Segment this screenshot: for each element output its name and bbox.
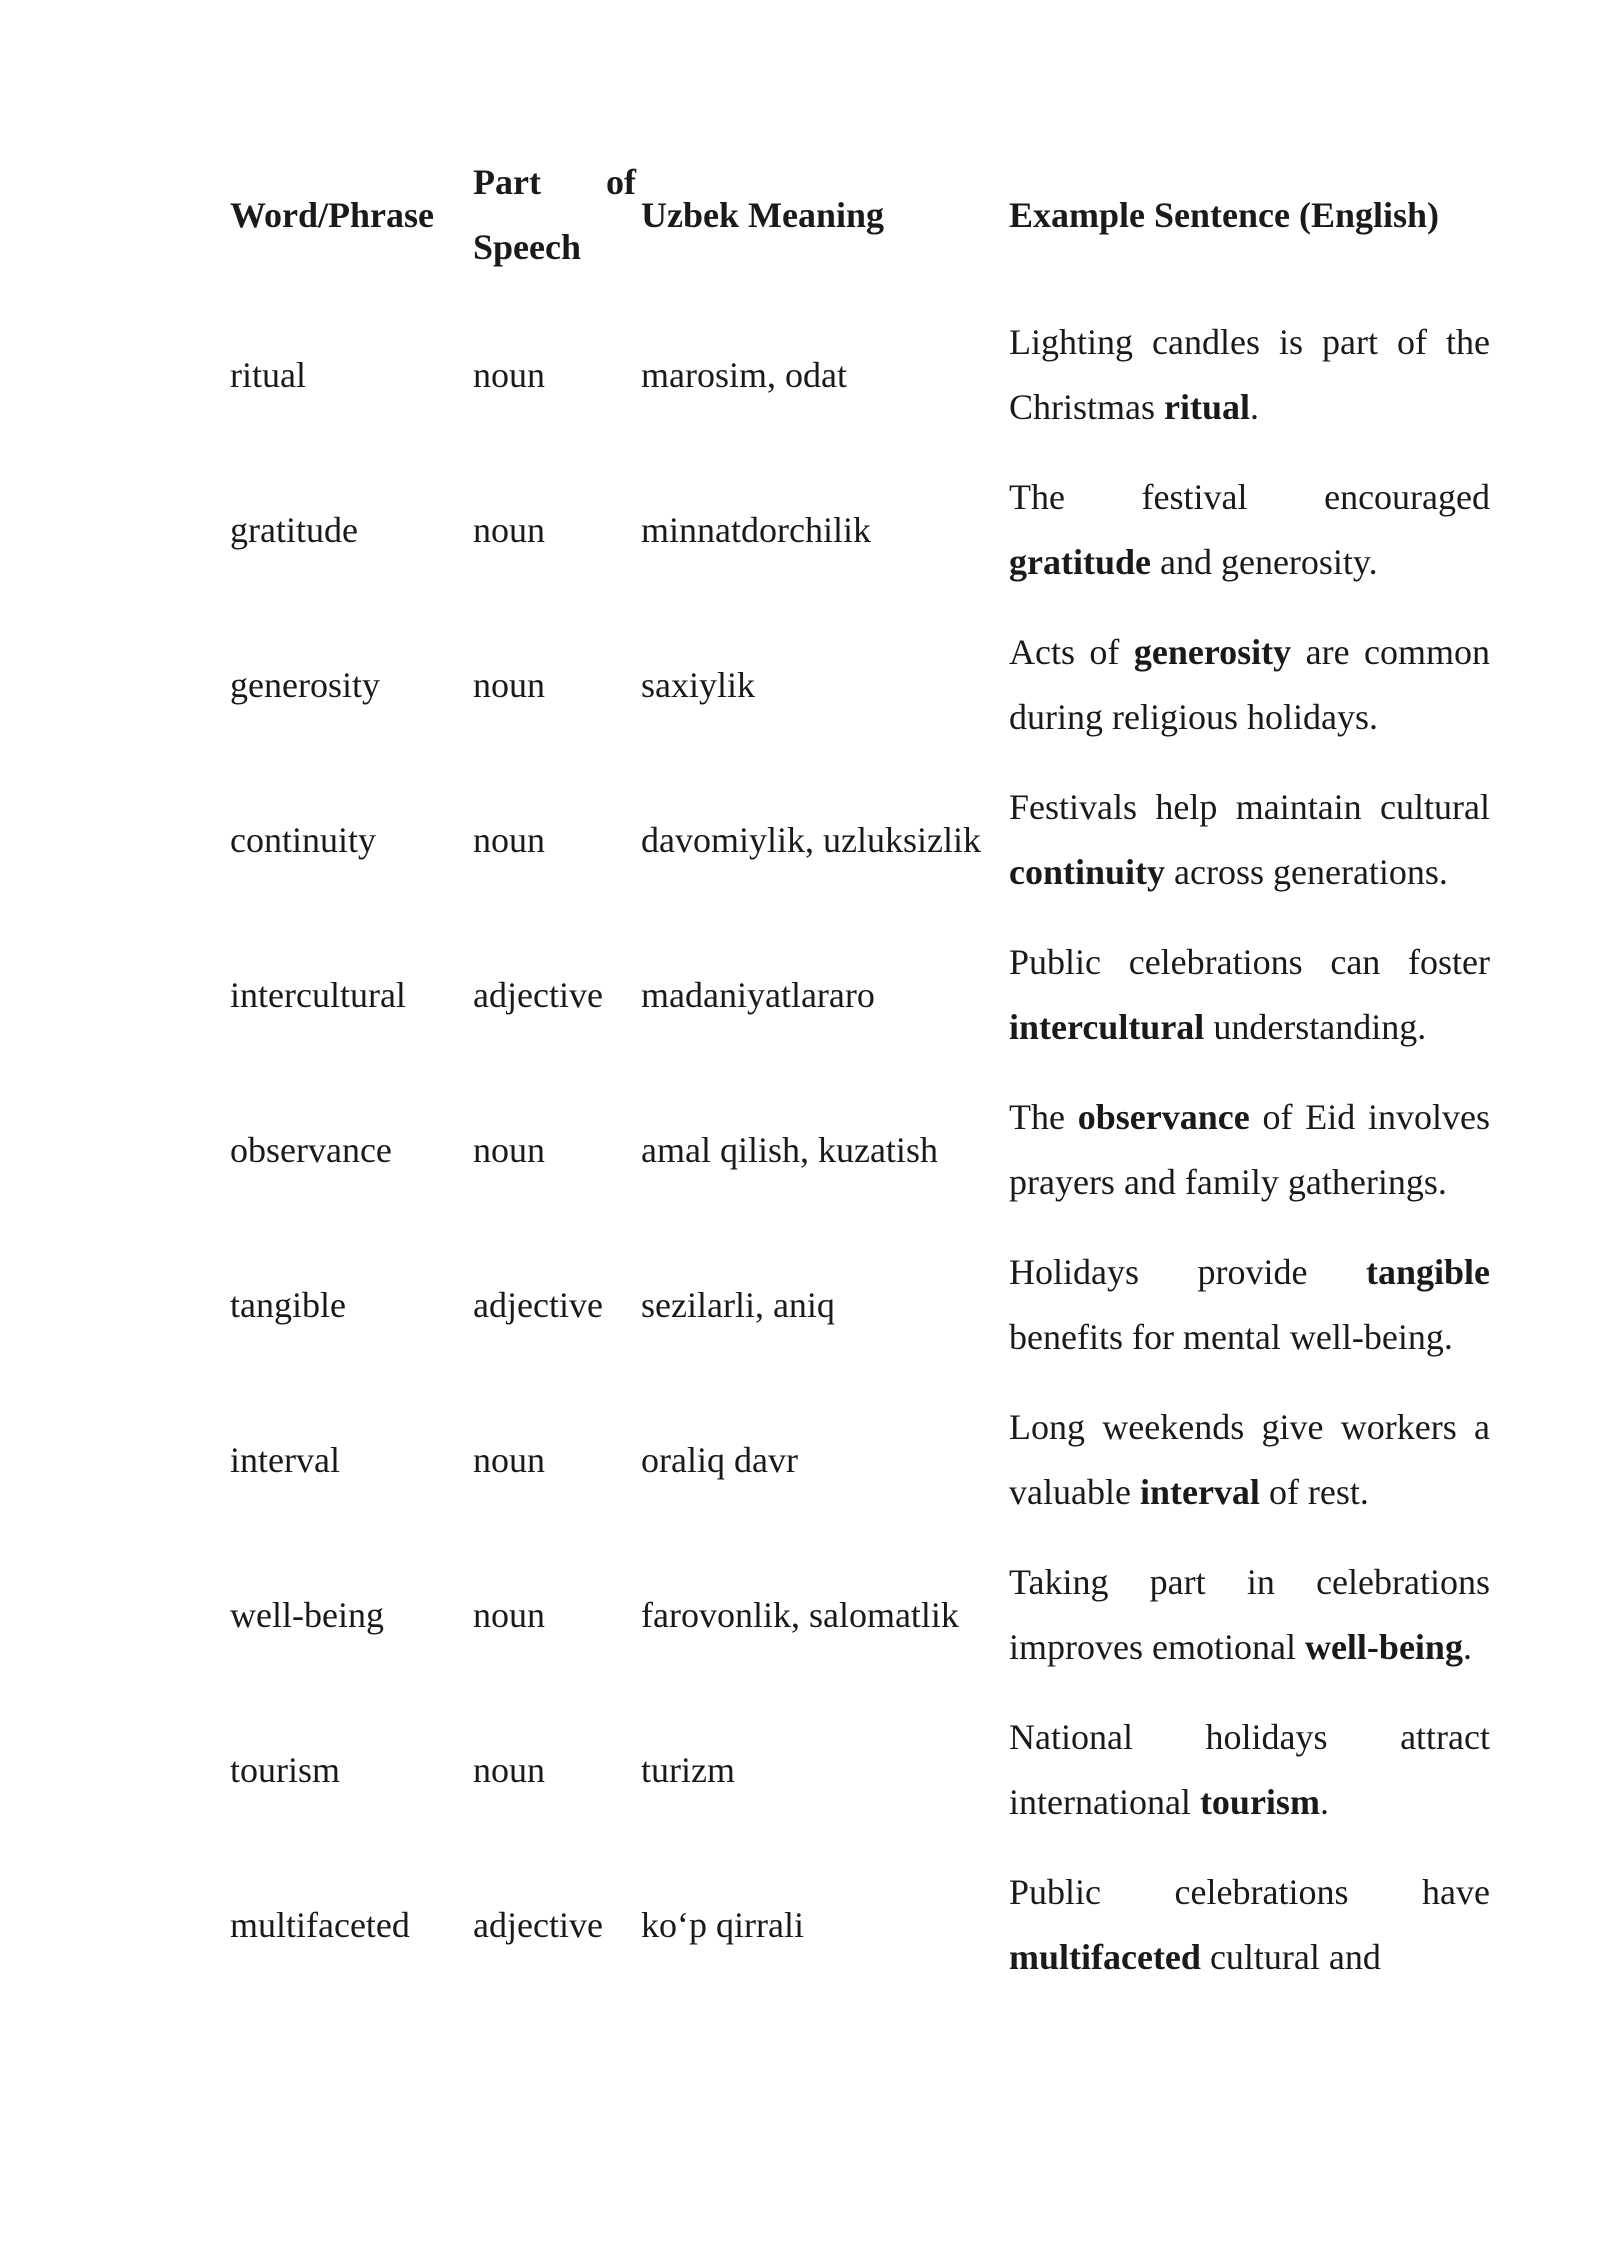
example-text-after: . (1462, 1627, 1472, 1667)
part-of-speech-cell: noun (473, 1439, 545, 1480)
example-highlighted-word: tangible (1365, 1252, 1490, 1292)
example-sentence-cell (1009, 1695, 1490, 1850)
uzbek-meaning-cell: amal qilish, kuzatish (641, 1129, 938, 1170)
example-highlighted-word: well-being (1304, 1627, 1463, 1667)
part-of-speech-cell: adjective (473, 1284, 603, 1325)
example-sentence-cell (1009, 1075, 1490, 1230)
header-uzbek-meaning: Uzbek Meaning (641, 194, 884, 235)
uzbek-meaning-cell: sezilarli, aniq (641, 1284, 835, 1325)
word-cell: multifaceted (230, 1904, 410, 1945)
example-sentence-cell (1009, 1230, 1490, 1385)
example-sentence-cell (1009, 920, 1490, 1075)
table-row (230, 1540, 1490, 1695)
example-sentence-text (1009, 1085, 1490, 1215)
header-part-of-speech-speech: Speech (473, 227, 581, 267)
example-sentence-text (1009, 1705, 1490, 1835)
part-of-speech-cell: noun (473, 1594, 545, 1635)
example-text-after: of Eid involves prayers and family gatherings. (1009, 1097, 1490, 1202)
example-text-before: Taking part in celebrations improves emotional (1009, 1562, 1490, 1667)
table-row (230, 920, 1490, 1075)
header-part-of-speech-of: of (606, 162, 636, 202)
example-text-before: Public celebrations have (1009, 1872, 1490, 1912)
example-sentence-text (1009, 465, 1490, 595)
example-text-before: The festival encouraged (1009, 477, 1490, 517)
example-sentence-cell (1009, 1385, 1490, 1540)
example-highlighted-word: generosity (1133, 632, 1292, 672)
example-sentence-text (1009, 930, 1490, 1060)
example-text-before: Long weekends give workers a valuable (1009, 1407, 1490, 1512)
example-sentence-text (1009, 1550, 1490, 1680)
example-text-before: National holidays attract international (1009, 1717, 1490, 1822)
example-highlighted-word: observance (1077, 1097, 1250, 1137)
table-row (230, 1385, 1490, 1540)
header-row (230, 150, 1490, 300)
table-row (230, 610, 1490, 765)
example-text-before: Public celebrations can foster (1009, 942, 1490, 982)
example-sentence-cell (1009, 455, 1490, 610)
document-page (230, 150, 1490, 1990)
header-example-sentence: Example Sentence (English) (1009, 194, 1440, 235)
example-text-before: Festivals help maintain cultural (1009, 787, 1490, 827)
example-highlighted-word: ritual (1164, 387, 1251, 427)
example-text-after: benefits for mental well-being. (1009, 1317, 1453, 1357)
uzbek-meaning-cell: saxiylik (641, 664, 755, 705)
example-highlighted-word: intercultural (1009, 1007, 1205, 1047)
part-of-speech-cell: adjective (473, 974, 603, 1015)
part-of-speech-cell: noun (473, 509, 545, 550)
table-row (230, 765, 1490, 920)
example-sentence-text (1009, 775, 1490, 905)
part-of-speech-cell: noun (473, 1129, 545, 1170)
part-of-speech-cell: noun (473, 819, 545, 860)
example-text-after: . (1250, 387, 1260, 427)
example-text-before: Holidays provide (1009, 1252, 1366, 1292)
example-highlighted-word: gratitude (1009, 542, 1151, 582)
header-part-of-speech-part: Part (473, 162, 541, 202)
example-highlighted-word: multifaceted (1009, 1937, 1201, 1977)
example-sentence-text (1009, 1240, 1490, 1370)
word-cell: ritual (230, 354, 306, 395)
uzbek-meaning-cell: ko‘p qirrali (641, 1904, 804, 1945)
example-sentence-cell (1009, 300, 1490, 455)
example-sentence-text (1009, 1860, 1490, 1990)
example-text-before: The (1009, 1097, 1078, 1137)
word-cell: generosity (230, 664, 380, 705)
example-sentence-cell (1009, 765, 1490, 920)
table-row (230, 1850, 1490, 1990)
part-of-speech-cell: noun (473, 1749, 545, 1790)
example-sentence-cell (1009, 1850, 1490, 1990)
example-text-before: Acts of (1009, 632, 1134, 672)
uzbek-meaning-cell: turizm (641, 1749, 735, 1790)
example-highlighted-word: tourism (1199, 1782, 1320, 1822)
example-sentence-text (1009, 1395, 1490, 1525)
header-part-of-speech (473, 150, 641, 300)
table-row (230, 455, 1490, 610)
example-sentence-text (1009, 620, 1490, 750)
example-sentence-cell (1009, 610, 1490, 765)
word-cell: tourism (230, 1749, 341, 1790)
example-text-after: across generations. (1165, 852, 1448, 892)
example-sentence-text (1009, 310, 1490, 440)
part-of-speech-cell: noun (473, 664, 545, 705)
example-text-after: . (1319, 1782, 1329, 1822)
table-row (230, 1695, 1490, 1850)
uzbek-meaning-cell: farovonlik, salomatlik (641, 1594, 959, 1635)
uzbek-meaning-cell: minnatdorchilik (641, 509, 871, 550)
word-cell: tangible (230, 1284, 346, 1325)
table-header (230, 150, 1490, 300)
uzbek-meaning-cell: madaniyatlararo (641, 974, 875, 1015)
example-text-after: are common during religious holidays. (1009, 632, 1490, 737)
table-row (230, 1230, 1490, 1385)
word-cell: gratitude (230, 509, 358, 550)
uzbek-meaning-cell: oraliq davr (641, 1439, 798, 1480)
table-row (230, 1075, 1490, 1230)
example-text-after: understanding. (1204, 1007, 1427, 1047)
vocabulary-table (230, 150, 1490, 1990)
word-cell: continuity (230, 819, 376, 860)
uzbek-meaning-cell: davomiylik, uzluksizlik (641, 819, 981, 860)
example-highlighted-word: continuity (1009, 852, 1166, 892)
example-sentence-cell (1009, 1540, 1490, 1695)
example-text-after: of rest. (1259, 1472, 1369, 1512)
word-cell: well-being (230, 1594, 384, 1635)
table-row (230, 300, 1490, 455)
word-cell: interval (230, 1439, 340, 1480)
part-of-speech-cell: noun (473, 354, 545, 395)
example-text-after: and generosity. (1150, 542, 1378, 582)
word-cell: observance (230, 1129, 392, 1170)
header-word-phrase: Word/Phrase (230, 194, 434, 235)
table-body (230, 300, 1490, 1990)
part-of-speech-cell: adjective (473, 1904, 603, 1945)
example-text-before: Lighting candles is part of the Christmas (1009, 322, 1490, 427)
example-text-after: cultural and (1200, 1937, 1381, 1977)
uzbek-meaning-cell: marosim, odat (641, 354, 847, 395)
word-cell: intercultural (230, 974, 406, 1015)
example-highlighted-word: interval (1139, 1472, 1260, 1512)
